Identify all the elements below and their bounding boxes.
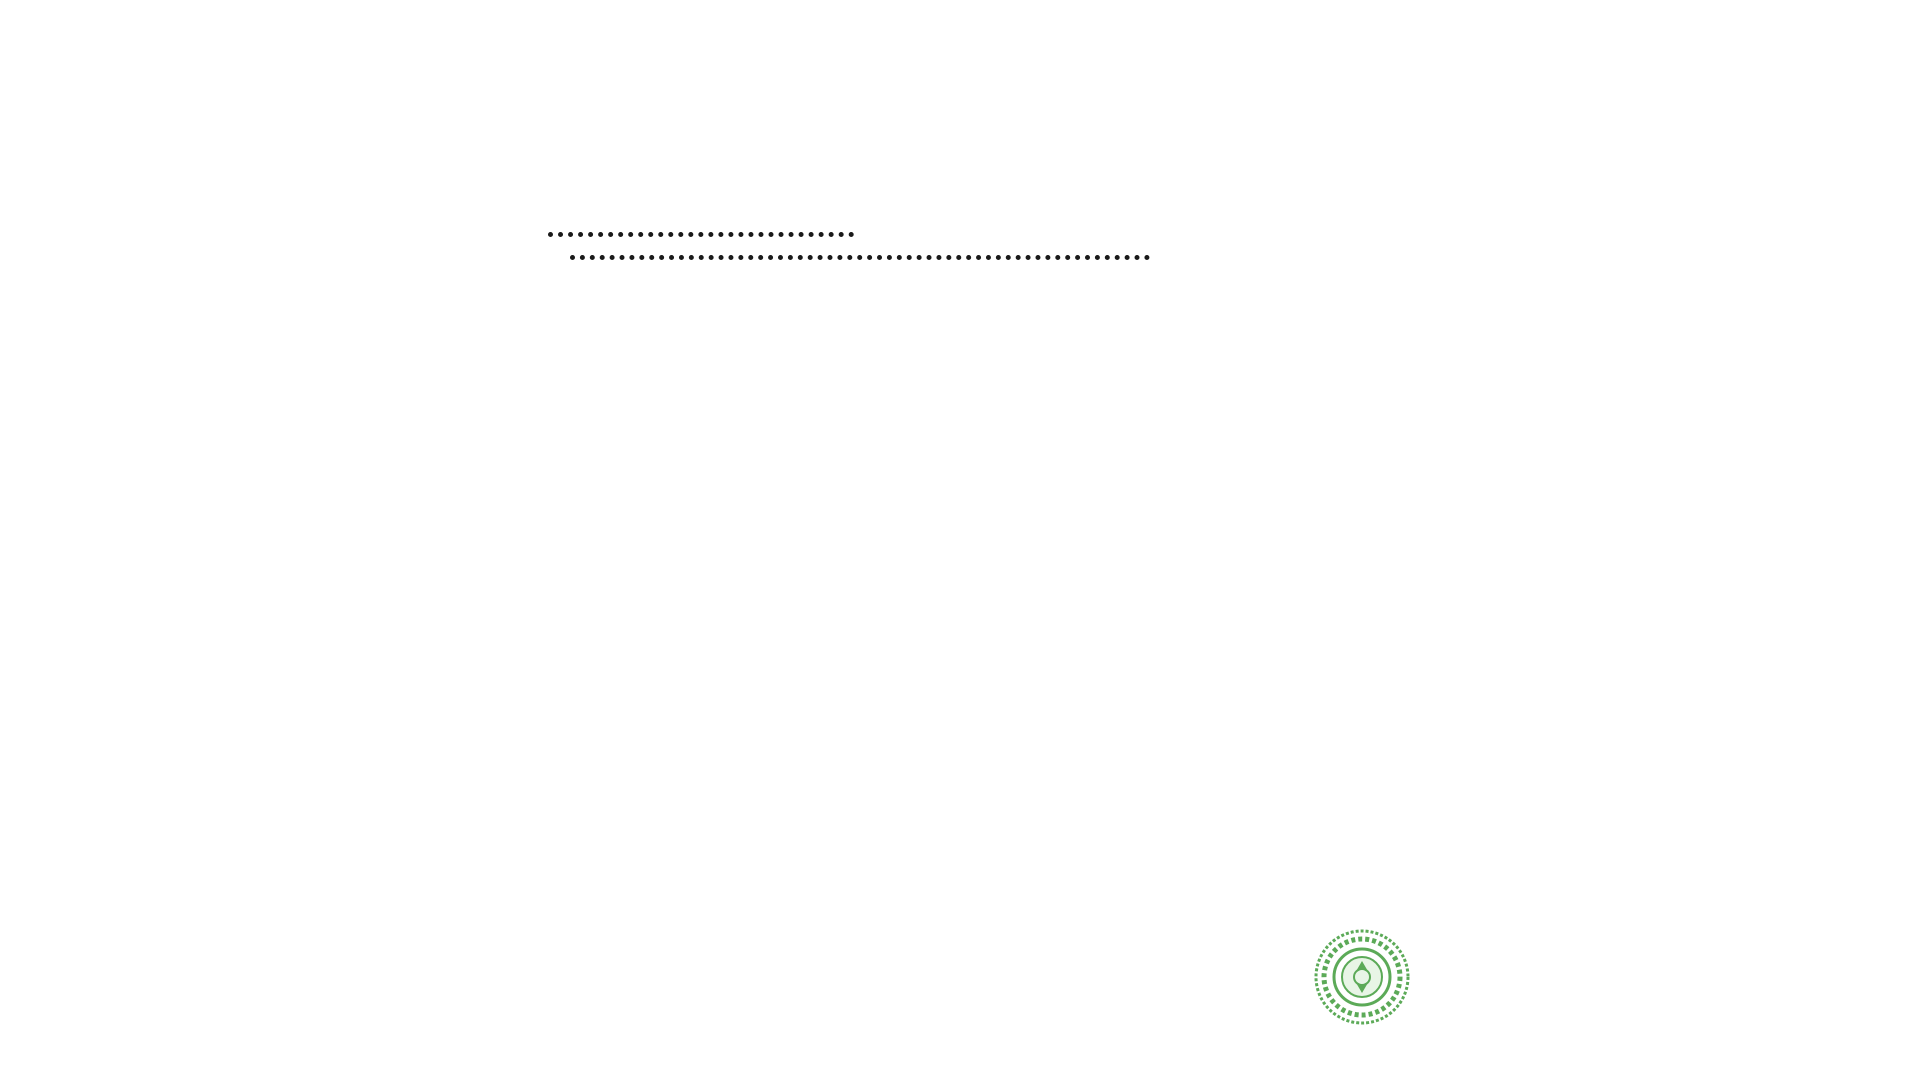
ornament-circle-icon [1313,928,1411,1026]
